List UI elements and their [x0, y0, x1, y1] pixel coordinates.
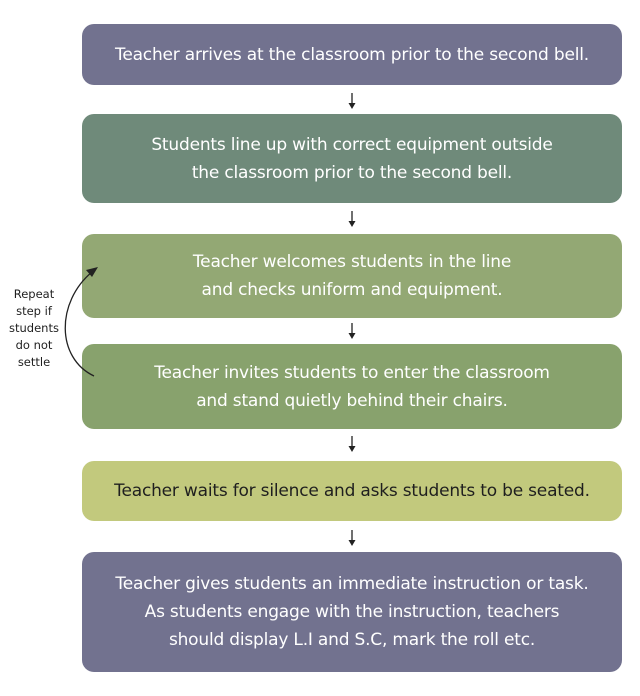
- arrow-down-icon: [346, 93, 358, 109]
- step-2-text: Students line up with correct equipment outside the classroom prior to the second bell.: [151, 134, 553, 183]
- step-1-box: [82, 24, 622, 85]
- step-6-text: Teacher gives students an immediate instruction or task. As students engage with the instruction, teachers should display L.I and S.C, mark the roll etc.: [115, 574, 589, 650]
- step-4-box: [82, 344, 622, 429]
- arrow-down-icon: [346, 436, 358, 452]
- step-2-box: [82, 114, 622, 203]
- step-5-box: [82, 461, 622, 521]
- loop-back-arrow-icon: [56, 262, 104, 382]
- step-4-text: Teacher invites students to enter the classroom and stand quietly behind their chairs.: [154, 362, 550, 411]
- step-6-box: [82, 552, 622, 672]
- step-3-box: [82, 234, 622, 318]
- step-5-text: Teacher waits for silence and asks students to be seated.: [114, 481, 590, 501]
- arrow-down-icon: [346, 211, 358, 227]
- step-1-text: Teacher arrives at the classroom prior to the second bell.: [115, 44, 589, 65]
- arrow-down-icon: [346, 323, 358, 339]
- arrow-down-icon: [346, 530, 358, 546]
- repeat-step-note: Repeat step if students do not settle: [9, 287, 59, 369]
- step-3-text: Teacher welcomes students in the line and checks uniform and equipment.: [192, 252, 512, 300]
